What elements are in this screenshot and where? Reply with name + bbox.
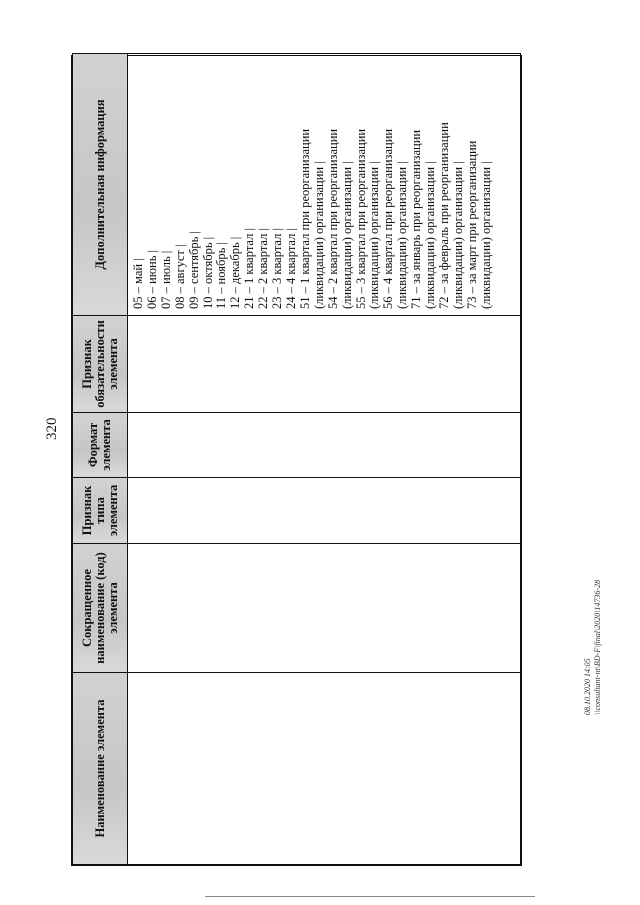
list-item: (ликвидации) организации | bbox=[367, 161, 382, 309]
cell-element-name bbox=[128, 673, 521, 865]
list-item: (ликвидации) организации | bbox=[423, 161, 438, 309]
list-item: 07 – июль | bbox=[158, 250, 173, 309]
list-item: 23 – 3 квартал | bbox=[270, 228, 285, 309]
list-item: 06 – июнь | bbox=[144, 249, 159, 309]
list-item: 56 – 4 квартал при реорганизации bbox=[381, 128, 396, 309]
list-item: 73 – за март при реорганизации bbox=[464, 140, 479, 309]
list-item: 24 – 4 квартал | bbox=[283, 228, 298, 309]
stamp-path: \\consultant-nt\BD-F\final\2020\14736-28 bbox=[593, 579, 602, 715]
list-item: 72 – за февраль при реорганизации bbox=[436, 122, 451, 309]
table-row bbox=[128, 54, 521, 865]
list-item: (ликвидации) организации | bbox=[339, 161, 354, 309]
document-table-rotated bbox=[71, 55, 522, 866]
list-item: 12 – декабрь | bbox=[228, 236, 243, 309]
page-bottom-rule bbox=[205, 896, 535, 897]
list-item: (ликвидации) организации | bbox=[478, 161, 493, 309]
additional-info-list bbox=[128, 54, 494, 315]
list-item: 09 – сентябрь | bbox=[186, 231, 201, 309]
list-item: 21 – 1 квартал | bbox=[242, 228, 257, 309]
list-item: 71 – за январь при реорганизации bbox=[409, 129, 424, 309]
page-number: 320 bbox=[44, 417, 60, 440]
list-item: (ликвидации) организации | bbox=[450, 161, 465, 309]
header-element-type: Признак типа элемента bbox=[73, 478, 128, 544]
cell-required-flag bbox=[128, 316, 521, 413]
table-header-row bbox=[73, 54, 128, 865]
list-item: (ликвидации) организации | bbox=[311, 161, 326, 309]
header-required-flag: Признак обязательности элемента bbox=[73, 316, 128, 413]
list-item: 55 – 3 квартал при реорганизации bbox=[353, 128, 368, 309]
header-short-name-code: Сокращенное наименование (код) элемента bbox=[73, 544, 128, 673]
list-item: (ликвидации) организации | bbox=[395, 161, 410, 309]
print-stamp bbox=[583, 580, 603, 715]
list-item: 05 – май | bbox=[131, 258, 145, 309]
cell-short-name-code bbox=[128, 544, 521, 673]
header-additional-info: Дополнительная информация bbox=[73, 54, 128, 316]
cell-element-type bbox=[128, 478, 521, 544]
document-table-frame bbox=[71, 55, 522, 866]
cell-element-format bbox=[128, 413, 521, 478]
list-item: 11 – ноябрь | bbox=[214, 242, 229, 309]
cell-additional-info bbox=[128, 54, 521, 316]
list-item: 54 – 2 квартал при реорганизации bbox=[325, 128, 340, 309]
list-item: 08 – август | bbox=[172, 244, 187, 309]
list-item: 22 – 2 квартал | bbox=[256, 228, 271, 309]
header-element-name: Наименование элемента bbox=[73, 673, 128, 865]
list-item: 10 – октябрь | bbox=[200, 236, 215, 309]
header-element-format: Формат элемента bbox=[73, 413, 128, 478]
stamp-datetime: 08.10.2020 14:05 bbox=[583, 658, 592, 715]
list-item: 51 – 1 квартал при реорганизации bbox=[297, 128, 312, 309]
elements-table bbox=[72, 53, 521, 865]
